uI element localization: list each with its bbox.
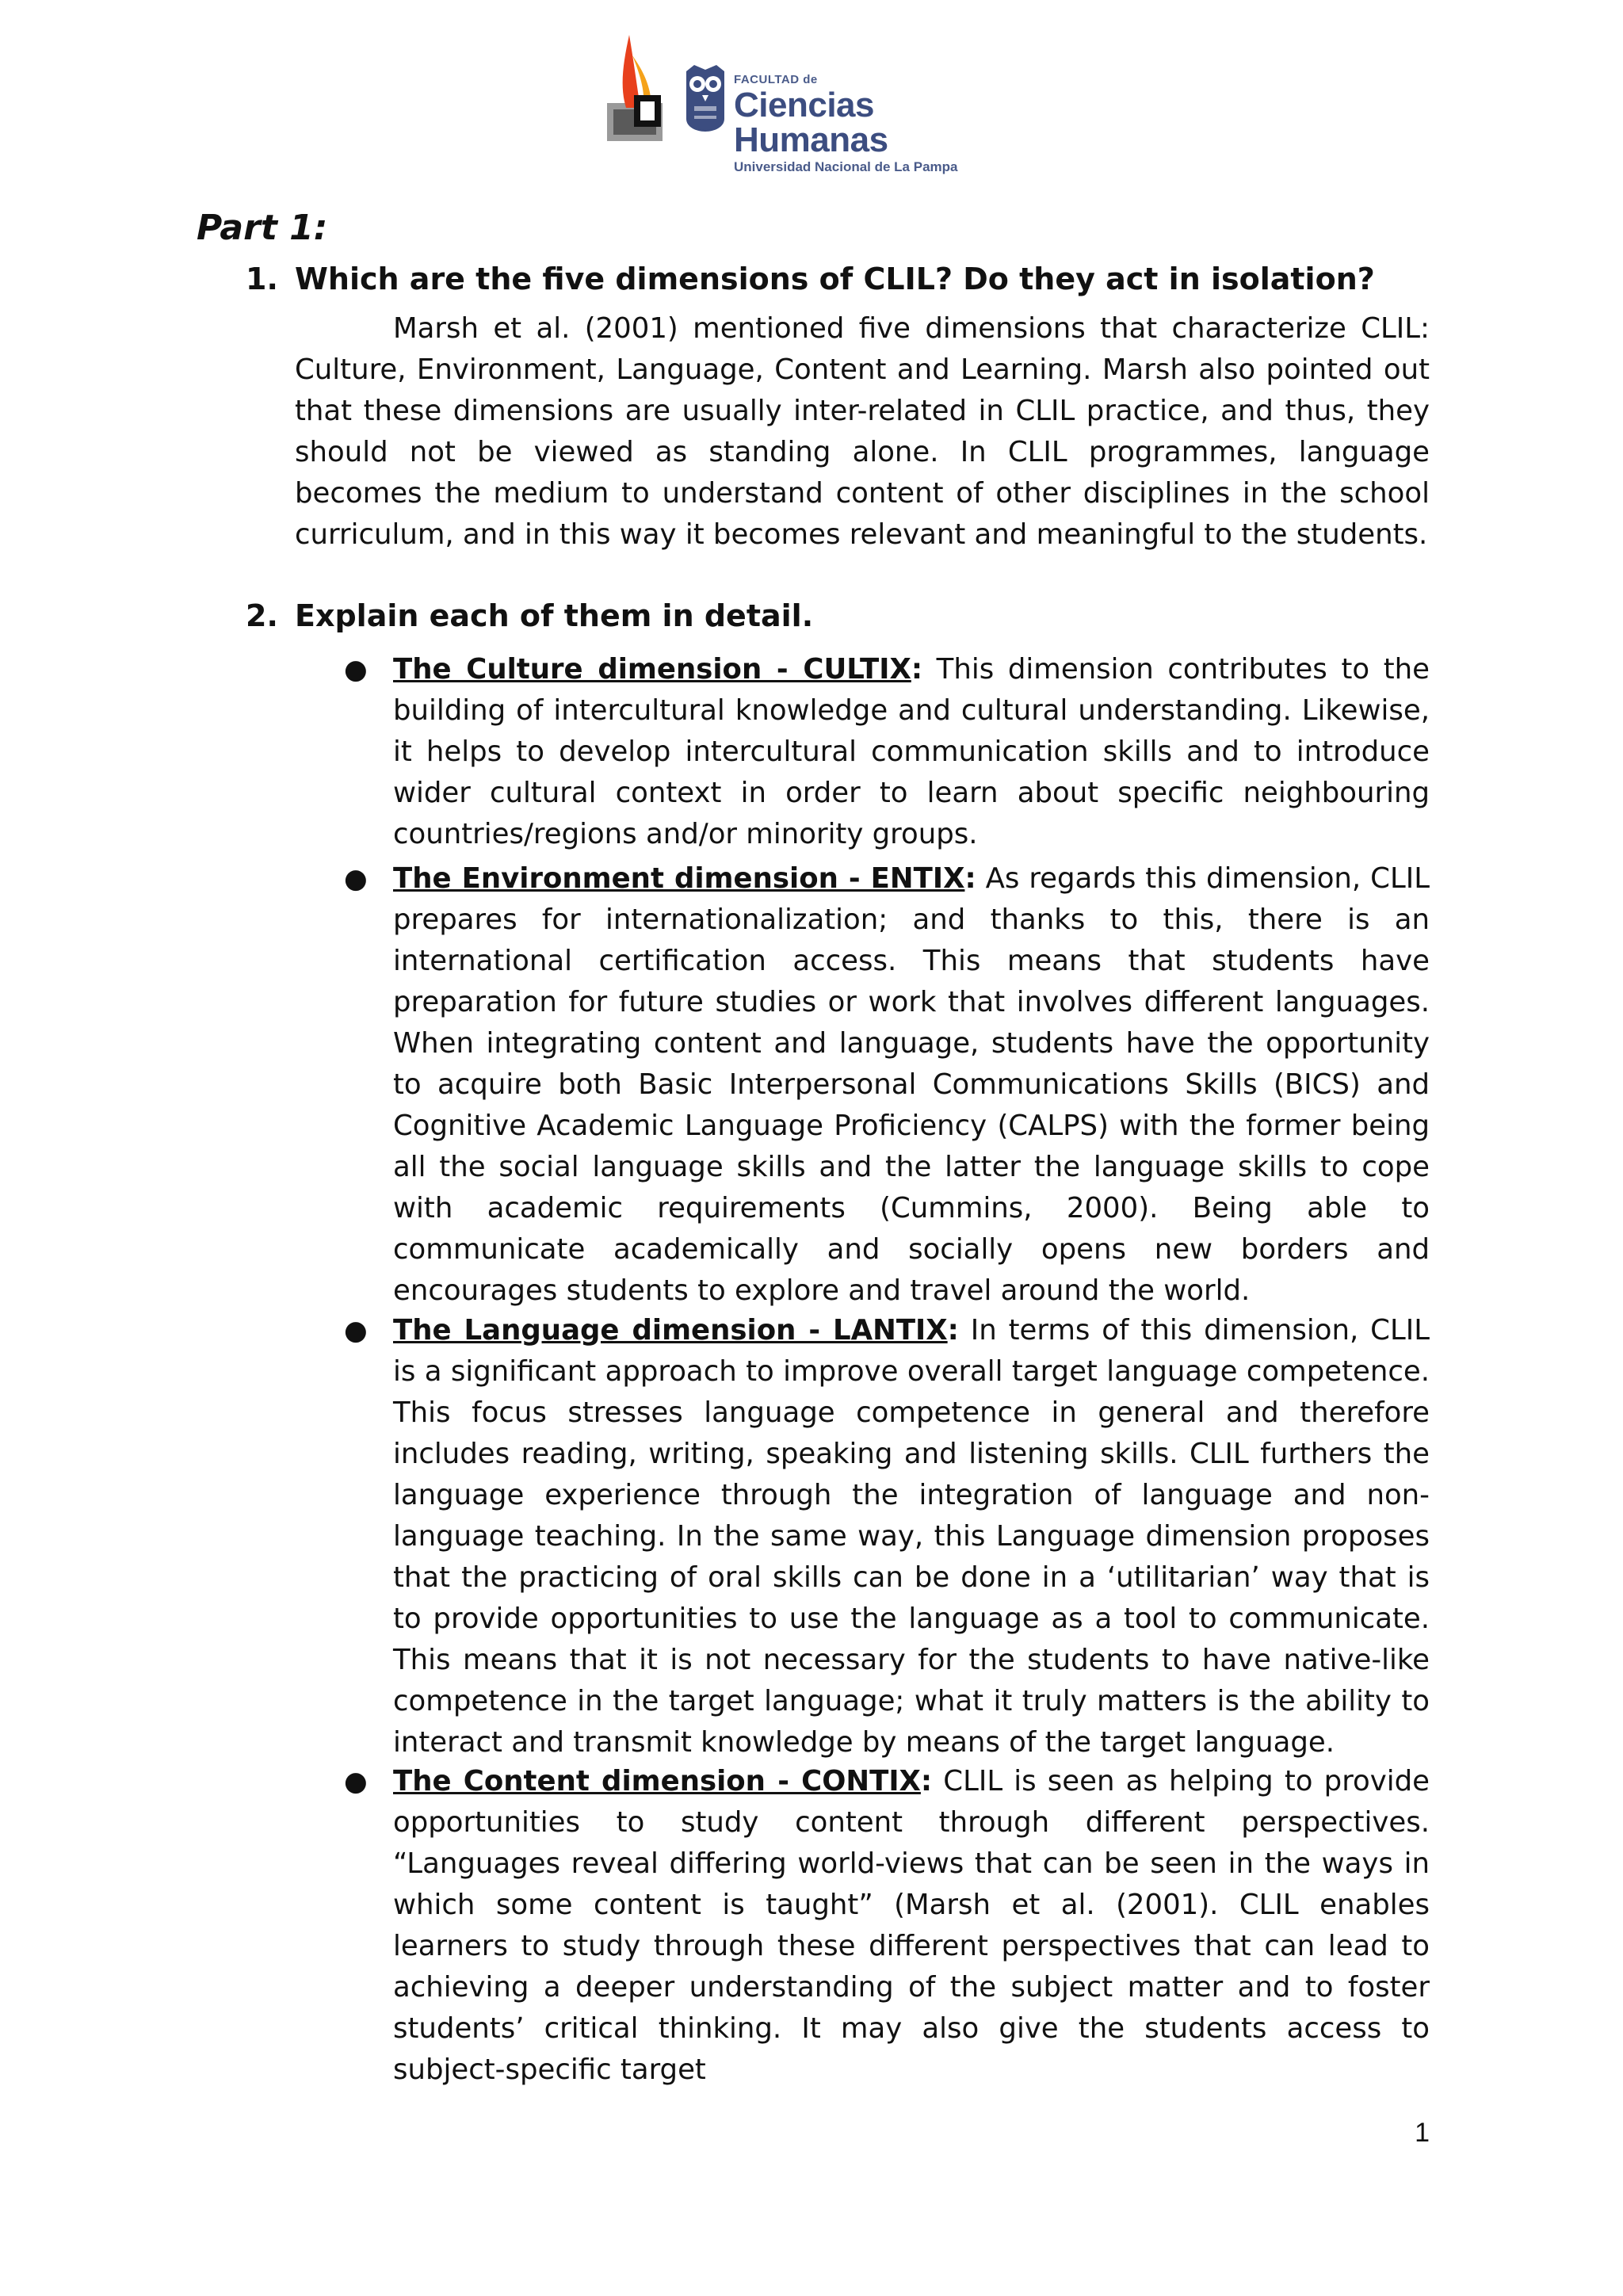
bullet-text: CLIL is seen as helping to provide opportunities to study content through different perspectives. “Languages reveal differing world-views that can be seen in the ways in which some content is taught” (Marsh et al. (2001). CLIL enables learners to study through these different perspectives that can lead to achieving a deeper understanding of the subject matter and to foster students’ critical thinking. It may also give the students access to subject-specific target — [393, 1765, 1430, 2086]
bullet-text: This dimension contributes to the building of intercultural knowledge and cultural understanding. Likewise, it helps to develop intercultural communication skills and to introduce wider cultural context in order to learn about specific neighbouring countries/regions and/or minority groups. — [393, 653, 1430, 850]
bullet-icon: ● — [344, 1315, 368, 1347]
bullet-colon: : — [947, 1314, 959, 1347]
bullet-heading: The Content dimension - CONTIX — [393, 1765, 921, 1797]
bullet-heading: The Environment dimension - ENTIX — [393, 862, 965, 895]
logo-text — [734, 73, 1018, 175]
bullet-icon: ● — [344, 863, 368, 895]
logo-faculty-small: FACULTAD de — [734, 73, 818, 86]
bullet-text: In terms of this dimension, CLIL is a significant approach to improve overall target language competence. This focus stresses language competence in general and therefore includes reading, writing, speaking and listening skills. CLIL furthers the language experience through the integration of language and non-language teaching. In the same way, this Language dimension proposes that the practicing of oral skills can be done in a ‘utilitarian’ way that is to provide opportunities to use the language as a tool to communicate. This means that it is not necessary for the students to have native-like competence in the target language; what it truly matters is the ability to interact and transmit knowledge by means of the target language. — [393, 1314, 1430, 1759]
bullet-environment — [393, 858, 1430, 1312]
bullet-text: As regards this dimension, CLIL prepares for internationalization; and thanks to this, there is an international certification access. This means that students have preparation for future studies or work that involves different languages. When integrating content and language, students have the opportunity to acquire both Basic Interpersonal Communications Skills (BICS) and Cognitive Academic Language Proficiency (CALPS) with the former being all the social language skills and the latter the language skills to cope with academic requirements (Cummins, 2000). Being able to communicate academically and socially opens new borders and encourages students to explore and travel around the world. — [393, 862, 1430, 1307]
question-number: 2. — [246, 598, 278, 633]
answer-1-paragraph: Marsh et al. (2001) mentioned five dimensions that characterize CLIL: Culture, Environment, Language, Content and Learning. Marsh also pointed out that these dimensions are usually inter-related in CLIL practice, and thus, they should not be viewed as standing alone. In CLIL programmes, language becomes the medium to understand content of other disciplines in the school curriculum, and in this way it becomes relevant and meaningful to the students. — [295, 312, 1430, 551]
question-number: 1. — [246, 262, 278, 296]
university-logo — [605, 32, 1018, 174]
bullet-heading: The Language dimension - LANTIX — [393, 1314, 948, 1347]
bullet-heading: The Culture dimension - CULTIX — [393, 653, 911, 686]
logo-faculty-name: Ciencias Humanas — [734, 86, 888, 159]
part-title: Part 1: — [197, 208, 328, 248]
bullet-colon: : — [964, 862, 976, 895]
page-number: 1 — [1415, 2118, 1430, 2148]
logo-university: Universidad Nacional de La Pampa — [734, 159, 958, 174]
bullet-colon: : — [920, 1765, 933, 1797]
owl-icon — [683, 63, 727, 132]
bullet-culture — [393, 649, 1430, 855]
bullet-language — [393, 1310, 1430, 1763]
bullet-icon: ● — [344, 1766, 368, 1797]
bullet-content — [393, 1761, 1430, 2091]
flame-emblem-icon — [605, 32, 677, 143]
bullet-colon: : — [911, 653, 923, 686]
question-text: Which are the five dimensions of CLIL? Do they act in isolation? — [295, 262, 1375, 296]
bullet-icon: ● — [344, 654, 368, 686]
question-text: Explain each of them in detail. — [295, 598, 814, 633]
